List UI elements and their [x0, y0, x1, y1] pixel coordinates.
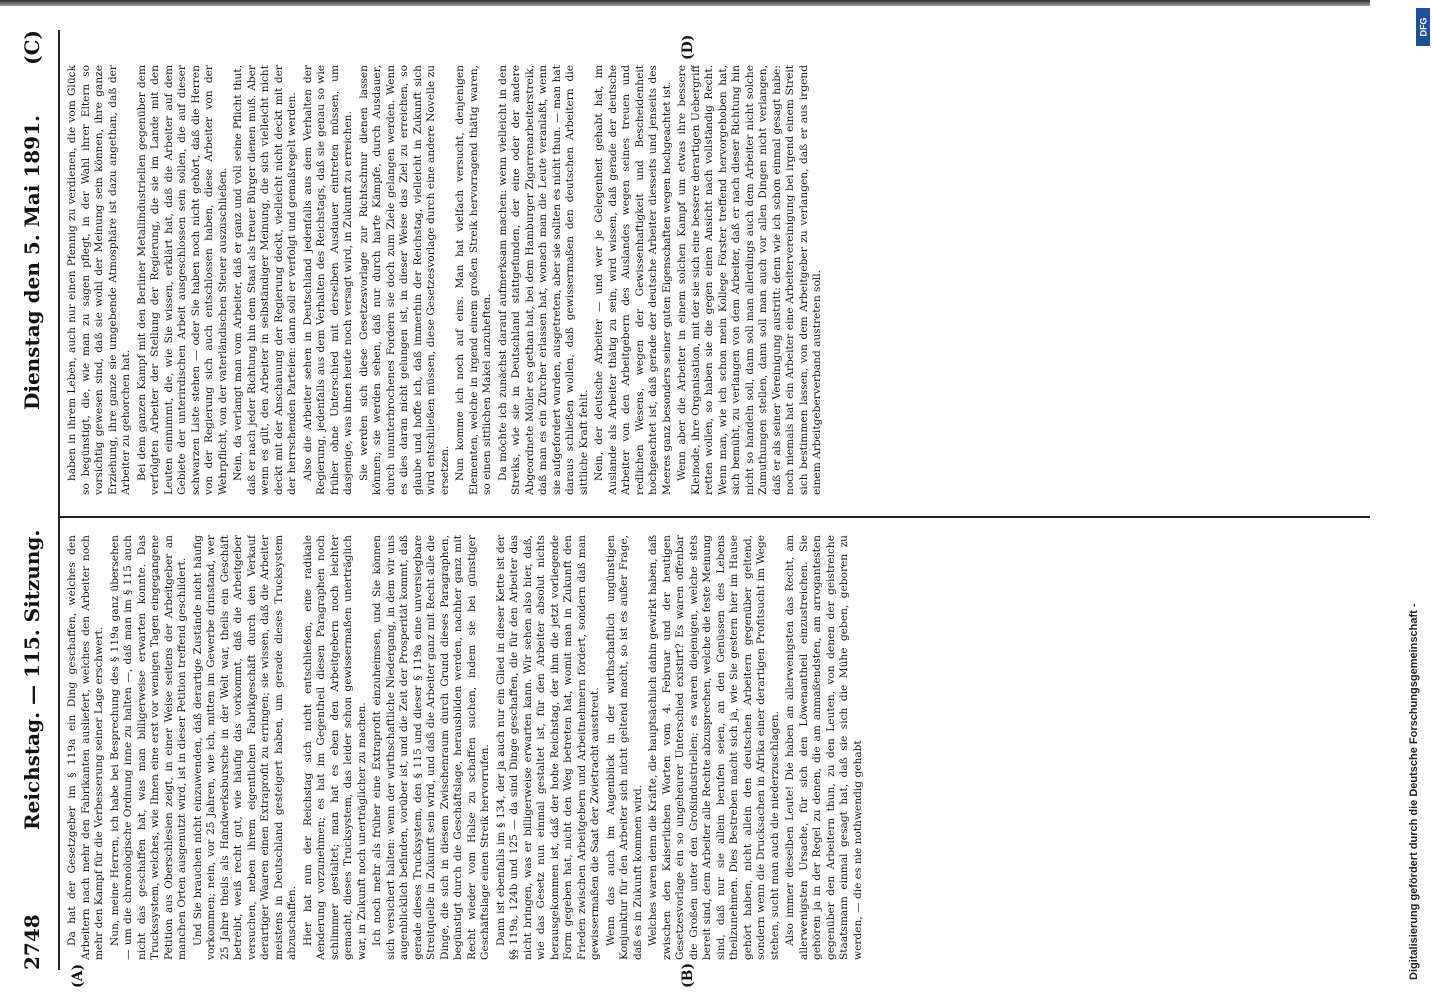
- section-marker-a: (A): [70, 963, 86, 988]
- paragraph: Nein, da verlangt man vom Arbeiter, daß er ganz und voll seine Pflicht thut, daß er nach jeder Richtung hin dem Staat als treuer Bürger dienen muß. Aber wenn es gilt, den Arbeiter in selbständiger Meinung, die sich vielleicht nicht deckt mit der Anschauung der Regierung deckt, vielleicht nicht deckt mit der der herrschenden Parteien: dann soll er verfolgt und gemaßregelt werden.: [232, 65, 298, 495]
- page-header: [8, 30, 60, 970]
- paragraph: haben in ihrem Leben, auch nur einen Pfennig zu verdienen, die vom Glück so begünstigt, die, wie man zu sagen pflegt, in der Wahl ihrer Eltern so vorsichtig gewesen sind, daß sie wohl der Meinung sein können, ihre ganze Erziehung, ihre ganze sie umgebende Atmosphäre ist dazu angethan, daß der Arbeiter zu gehorchen hat.: [66, 65, 132, 495]
- date-title: Dienstag den 5. Mai 1891.: [20, 115, 44, 410]
- paragraph: Wenn aber die Arbeiter in einem solchen Kampf um etwas ihre bessere Kleinode, ihre Organisation, mit der sie sich eine bessere derartigen Uebergriff retten wollen, so haben sie die gegen einen Ansicht nach vollständig Recht. Wenn man, wie ich schon mein Kollege Förster treffend hervorgehoben hat, sich bemüht, zu verlangen von dem Arbeiter, daß er nach dieser Richtung hin nicht so handeln soll, dann soll man allerdings auch dem Arbeiter nicht solche Zumuthungen stellen, dann soll man auch vor allen Dingen nicht verlangen, daß er als seiner Vereinigung austritt: denn wie ich schon einmal gesagt habe: noch niemals hat ein Arbeiter eine Arbeitervereinigung bei irgend einem Streit sich bestimmen lassen, von dem Arbeitgeber zu verlangen, daß er aus irgend einem Arbeitgeberverband austreten soll.: [676, 65, 823, 495]
- paragraph: Wenn das auch im Augenblick in der wirthschaftlich ungünstigen Konjunktur für den Arbeiter sich nicht geltend macht, so ist es außer Frage, daß es in Zukunft kommen wird.: [604, 535, 644, 960]
- paragraph: Ich noch mehr als früher eine Extraprofit einzuheimsen, und Sie können sich versichert halten: wenn der wirthschaftliche Niedergang, in dem wir uns augenblicklich befinden, vorüber ist, und die Zeit der Prosperität kommt, daß gerade dieses Trucksystem, den § 115 und dieser § 119a eine unversiegbare Streitquelle in Zukunft sein wird, und daß die Arbeiter ganz mit Recht alle die Dinge, die sich in diesem Zwischenraum durch Grund dieses Paragraphen, begünstigt durch die Geschäftslage, herausbilden werden, nachher ganz mit Recht wieder vom Halse zu schaffen suchen, indem sie bei günstiger Geschäftslage einen Streik hervorrufen.: [371, 535, 491, 960]
- text-column-left: [66, 535, 1390, 960]
- column-divider: [60, 516, 1390, 518]
- paragraph: Dann ist ebenfalls im § 134, der ja auch nur ein Glied in dieser Kette ist der §§ 119a, 124b und 125 — da sind Dinge geschaffen, die für den Arbeiter das nicht bringen, was er billigerweise erwarten kann. Wir sehen also hier, daß, wie das Gesetz nun einmal gestaltet ist, für den Arbeiter absolut nichts herausgekommen ist, daß der hohe Reichstag, der ihm die jetzt vorliegende Form gegeben hat, nicht den Weg betreten hat, womit man in Zukunft den Frieden zwischen Arbeitgebern und Arbeitnehmern fördert, sondern daß man gewissermaßen die Saat der Zwietracht ausstreut.: [494, 535, 601, 960]
- paragraph: Bei dem ganzen Kampf mit den Berliner Metallindustriellen gegenüber dem verfolgten Arbeiter der Stellung der Regierung, die sie im Lande mit den Leuten einnimmt, die, wie Sie wissen, erklärt hat, daß die Arbeiter auf dem Gebiete der unterirdischen Arbeit ausgeschlossen sein sollen, die auf dieser schwarzen Liste stehen — oder Sie haben noch nicht gehört, daß die Herren von der Regierung sich auch entschlossen haben, diese Arbeiter von der Wehrpflicht, von der vaterländischen Steuer auszuschließen.: [135, 65, 229, 495]
- paragraph: Da hat der Gesetzgeber im § 119a ein Ding geschaffen, welches den Arbeitern nach mehr den Fabrikanten ausliefert, welches den Arbeiter noch mehr den Kampf für die Verbesserung seiner Lage erschwert.: [66, 535, 105, 960]
- paragraph: Also die Arbeiter sehen in Deutschland jedenfalls aus dem Verhalten der Regierung, jedenfalls aus dem Verhalten des Reichstags, daß sie genau so wie früher ohne Unterschied mit derselben Ausdauer eintreten müssen, um dasjenige, was ihnen heute noch versagt wird, in Zukunft zu erreichen.: [301, 65, 354, 495]
- paragraph: Nun komme ich noch auf eins. Man hat vielfach versucht, denjenigen Elementen, welche in irgend einem großen Streik hervorragend thätig waren, so einen sittlichen Makel anzuheften.: [454, 65, 493, 495]
- dfg-logo-text: DFG: [1418, 17, 1428, 37]
- session-title: Reichstag. — 115. Sitzung.: [20, 529, 44, 830]
- section-marker-b: (B): [680, 962, 696, 988]
- paragraph: Hier hat nun der Reichstag sich nicht entschließen, eine radikale Aenderung vorzunehmen; es hat im Gegentheil diesen Paragraphen noch schlimmer gestaltet; man hat es eben den Arbeitgebern noch leichter gemacht, dieses Trucksystem, das leider schon gewissermaßen unerträglich war, in Zukunft noch unerträglicher zu machen.: [301, 535, 368, 960]
- paragraph: Sie werden sich diese Gesetzesvorlage zur Richtschnur dienen lassen können; sie werden sehen, daß nur durch harte Kämpfe, durch Ausdauer, durch ununterbrochenes Fordern sie doch zum Ziele gelangen werden. Wenn es dies daran nicht gelungen ist, in dieser Weise das Ziel zu erreichen, so glaube und hoffe ich, daß immerhin der Reichstag, vielleicht in Zukunft sich wird entschließen müssen, diese Gesetzesvorlage durch eine andere Novelle zu ersetzen.: [357, 65, 451, 495]
- paragraph: Und Sie brauchen nicht einzuwenden, daß derartige Zustände nicht häufig vorkommen; nein, vor 25 Jahren, wie ich, mitten im Gewerbe drinstand, wer 25 Jahre theils als Handwerksbursche in der Welt war, theils ein Geschäft betreibt, weiß recht gut, wie häufig das vorkommt, daß die Arbeitgeber versuchen, neben ihrem eigentlichen Fabrikgeschäft durch den Verkauf derartiger Waaren einen Extraprofit zu erringen; sie wissen, daß die Arbeiter meistens in Deutschland gesteigert haben, um gerade dieses Trucksystem abzuschaffen.: [191, 535, 298, 960]
- paragraph: Nun, meine Herren, ich habe bei Besprechung des § 119a ganz übersehen — um die chronologische Ordnung inne zu halten —, daß man im § 115 auch nicht das geschaffen hat, was man billigerweise erwarten konnte. Das Truckssystem, welches, wie Ihnen eine erst vor wenigen Tagen eingegangene Petition aus Oberschlesien zeigt, in einer Weise seitens der Arbeitgeber an manchen Orten ausgenutzt wird, ist in dieser Petition treffend geschildert.: [108, 535, 188, 960]
- text-column-right: [66, 65, 1390, 495]
- corner-marker: (C): [20, 30, 44, 65]
- digitization-credit: Digitalisierung gefördert durch die Deutsche Forschungsgemeinschaft -: [1408, 603, 1420, 980]
- page-number: 2748: [20, 914, 44, 970]
- paragraph: Also immer dieselben Leute! Die haben an allerwenigsten das Recht, am allerwenigsten Ursache, für sich den Löwenantheil einzustreichen. Sie gehören ja in der Regel zu denen, die am anmaßendsten, am arrogantesten gegenüber den Arbeitern thun, zu den Leuten, von denen der geistreiche Staatsmann einmal gesagt hat, daß sie sich die Mühe geben, geboren zu werden, — die es nie nothwendig gehabt: [784, 535, 864, 960]
- paragraph: Da möchte ich zunächst darauf aufmerksam machen: wenn vielleicht in den Streiks, wie sie in Deutschland stattgefunden, der eine oder der andere Abgeordnete Möller es gethan hat, bei dem Hamburger Zigarrenarbeiterstreik, daß man es ein Zürcher erlassen hat, wonach man die Leute veranlaßt, wenn sie aufgefordert wurden, ausgetreten, aber sie sollten es nicht thun. — man hat daraus schließen wollen, daß gewissermaßen den deutschen Arbeitern die sittliche Kraft fehlt.: [496, 65, 590, 495]
- section-marker-d: (D): [680, 34, 696, 60]
- paragraph: Nein, der deutsche Arbeiter — und wer je Gelegenheit gehabt hat, im Auslande als Arbeiter thätig zu sein, wird wissen, daß gerade der deutsche Arbeiter von den Arbeitgebern des Auslandes wegen seines treuen und redlichen Wesens, wegen der Gewissenhaftigkeit und Bescheidenheit hochgeachtet ist, daß gerade der deutsche Arbeiter diesseits und jenseits des Meeres ganz besonders seiner guten Eigenschaften wegen hochgeachtet ist.: [593, 65, 673, 495]
- paragraph: Welches waren denn die Kräfte, die hauptsächlich dahin gewirkt haben, daß zwischen den Kaiserlichen Worten vom 4. Februar und der heutigen Gesetzesvorlage ein so ungeheurer Unterschied existirt? Es waren offenbar die Großen unter den Großindustriellen; es waren diejenigen, welche stets bereit sind, dem Arbeiter alle Rechte abzusprechen, welche die feste Meinung sind, daß nur sie allein berufen seien, an den Genüssen des Lebens theilzunehmen. Dies Bestreben macht sich ja, wie Sie gestern hier im Hause gehört haben, nicht allein den deutschen Arbeitern gegenüber geltend, sondern wenn die Drucksachen in Afrika einer derartigen Profitsucht im Wege stehen, sucht man auch die niederzuschlagen.: [647, 535, 781, 960]
